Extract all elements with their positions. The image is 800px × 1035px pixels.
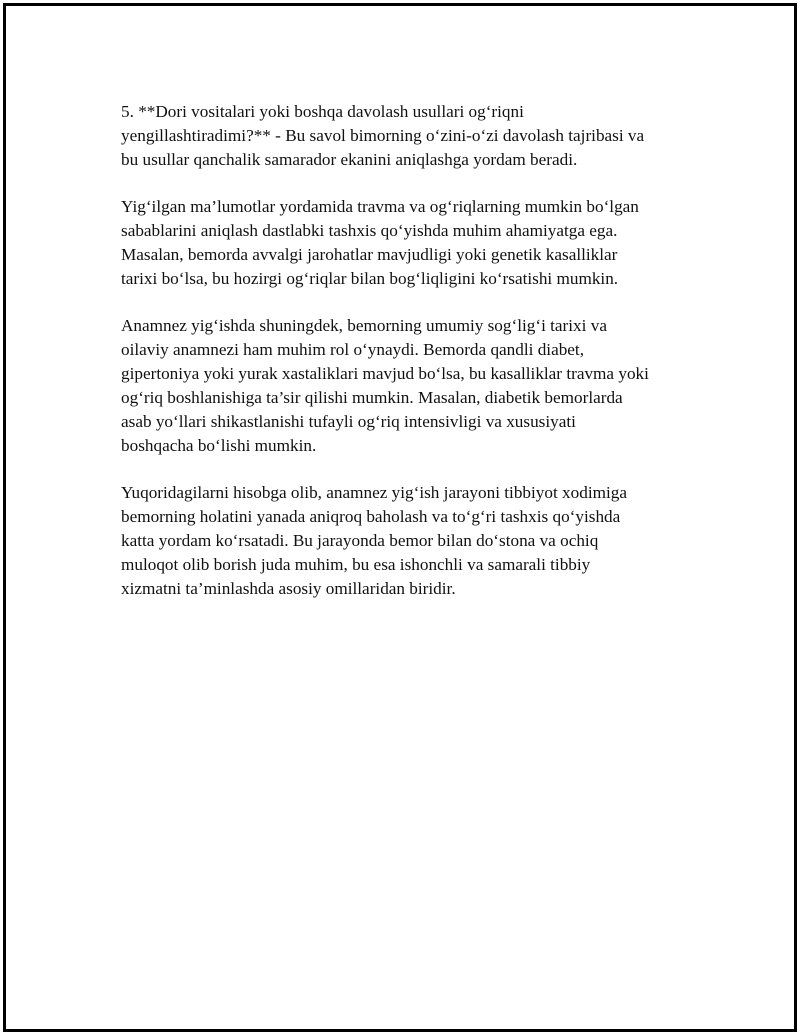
paragraph-conclusion: Yuqoridagilarni hisobga olib, anamnez yig‘ish jarayoni tibbiyot xodimiga bemorning holatini yanada aniqroq baholash va to‘g‘ri tashxis qo‘yishda katta yordam ko‘rsatadi. Bu jarayonda bemor bilan do‘stona va ochiq muloqot olib borish juda muhim, bu esa ishonchli va samarali tibbiy xizmatni ta’minlashda asosiy omillaridan biridir.	[121, 483, 627, 598]
paragraph-collected-data: Yig‘ilgan ma’lumotlar yordamida travma va og‘riqlarning mumkin bo‘lgan sabablarini aniqlash dastlabki tashxis qo‘yishda muhim ahamiyatga ega. Masalan, bemorda avvalgi jarohatlar mavjudligi yoki genetik kasalliklar tarixi bo‘lsa, bu hozirgi og‘riqlar bilan bog‘liqligini ko‘rsatishi mumkin.	[121, 197, 639, 288]
document-body	[121, 100, 701, 624]
page-frame	[3, 3, 797, 1032]
paragraph-general-history: Anamnez yig‘ishda shuningdek, bemorning umumiy sog‘lig‘i tarixi va oilaviy anamnezi ham muhim rol o‘ynaydi. Bemorda qandli diabet, gipertoniya yoki yurak xastaliklari mavjud bo‘lsa, bu kasalliklar travma yoki og‘riq boshlanishiga ta’sir qilishi mumkin. Masalan, diabetik bemorlarda asab yo‘llari shikastlanishi tufayli og‘riq intensivligi va xususiyati boshqacha bo‘lishi mumkin.	[121, 316, 649, 455]
paragraph-question-5: 5. **Dori vositalari yoki boshqa davolash usullari og‘riqni yengillashtiradimi?** - Bu savol bimorning o‘zini-o‘zi davolash tajribasi va bu usullar qanchalik samarador ekanini aniqlashga yordam beradi.	[121, 102, 645, 169]
